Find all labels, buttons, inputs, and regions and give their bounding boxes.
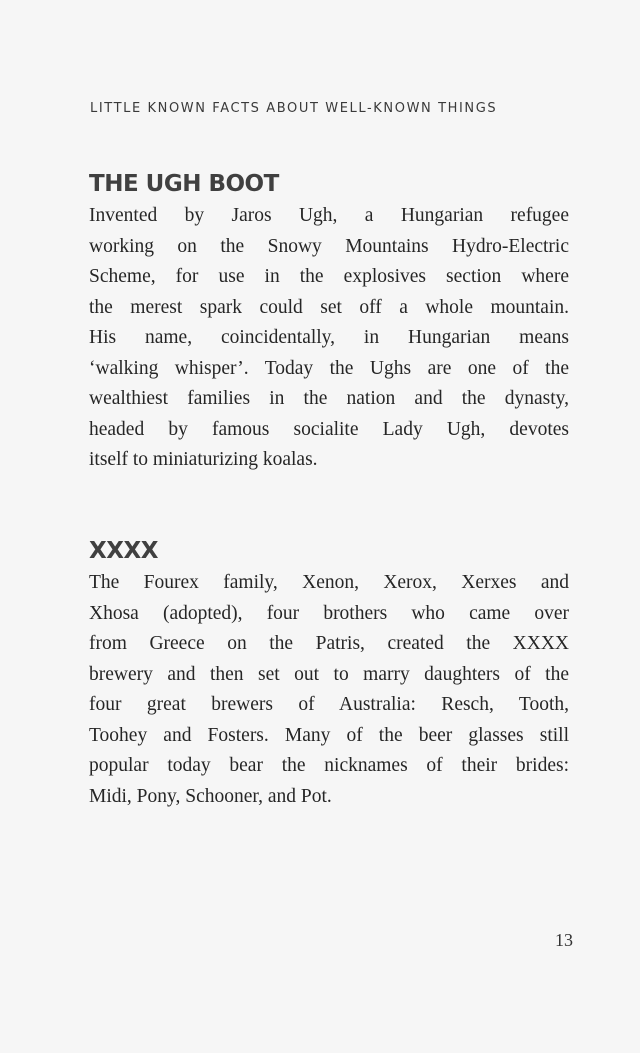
body-line: Midi, Pony, Schooner, and Pot. bbox=[89, 785, 332, 807]
section-body bbox=[89, 568, 569, 812]
body-line: headed by famous socialite Lady Ugh, devotes bbox=[89, 418, 569, 440]
body-line: popular today bear the nicknames of their brides: bbox=[89, 755, 569, 776]
body-line: from Greece on the Patris, created the XXXX bbox=[89, 633, 569, 654]
body-line: His name, coincidentally, in Hungarian means bbox=[89, 327, 569, 348]
section-ugh-boot bbox=[89, 167, 569, 476]
body-line: Invented by Jaros Ugh, a Hungarian refugee bbox=[89, 205, 569, 226]
body-line: wealthiest families in the nation and the dynasty, bbox=[89, 388, 569, 409]
section-heading: XXXX bbox=[89, 538, 158, 564]
section-heading: THE UGH BOOT bbox=[89, 171, 279, 197]
body-line: Xhosa (adopted), four brothers who came over bbox=[89, 602, 569, 624]
body-line: the merest spark could set off a whole mountain. bbox=[89, 296, 569, 318]
body-line: The Fourex family, Xenon, Xerox, Xerxes and bbox=[89, 572, 569, 593]
section-body bbox=[89, 201, 569, 476]
page-number: 13 bbox=[555, 930, 573, 950]
body-line: Scheme, for use in the explosives section where bbox=[89, 266, 569, 287]
running-head: LITTLE KNOWN FACTS ABOUT WELL-KNOWN THINGS bbox=[90, 101, 498, 116]
body-line: ‘walking whisper’. Today the Ughs are one of the bbox=[89, 357, 569, 379]
body-line: working on the Snowy Mountains Hydro-Electric bbox=[89, 235, 569, 257]
body-line: itself to miniaturizing koalas. bbox=[89, 449, 318, 470]
body-line: four great brewers of Australia: Resch, Tooth, bbox=[89, 694, 569, 715]
body-line: Toohey and Fosters. Many of the beer glasses still bbox=[89, 724, 569, 746]
section-xxxx bbox=[89, 534, 569, 812]
body-line: brewery and then set out to marry daughters of the bbox=[89, 663, 569, 685]
